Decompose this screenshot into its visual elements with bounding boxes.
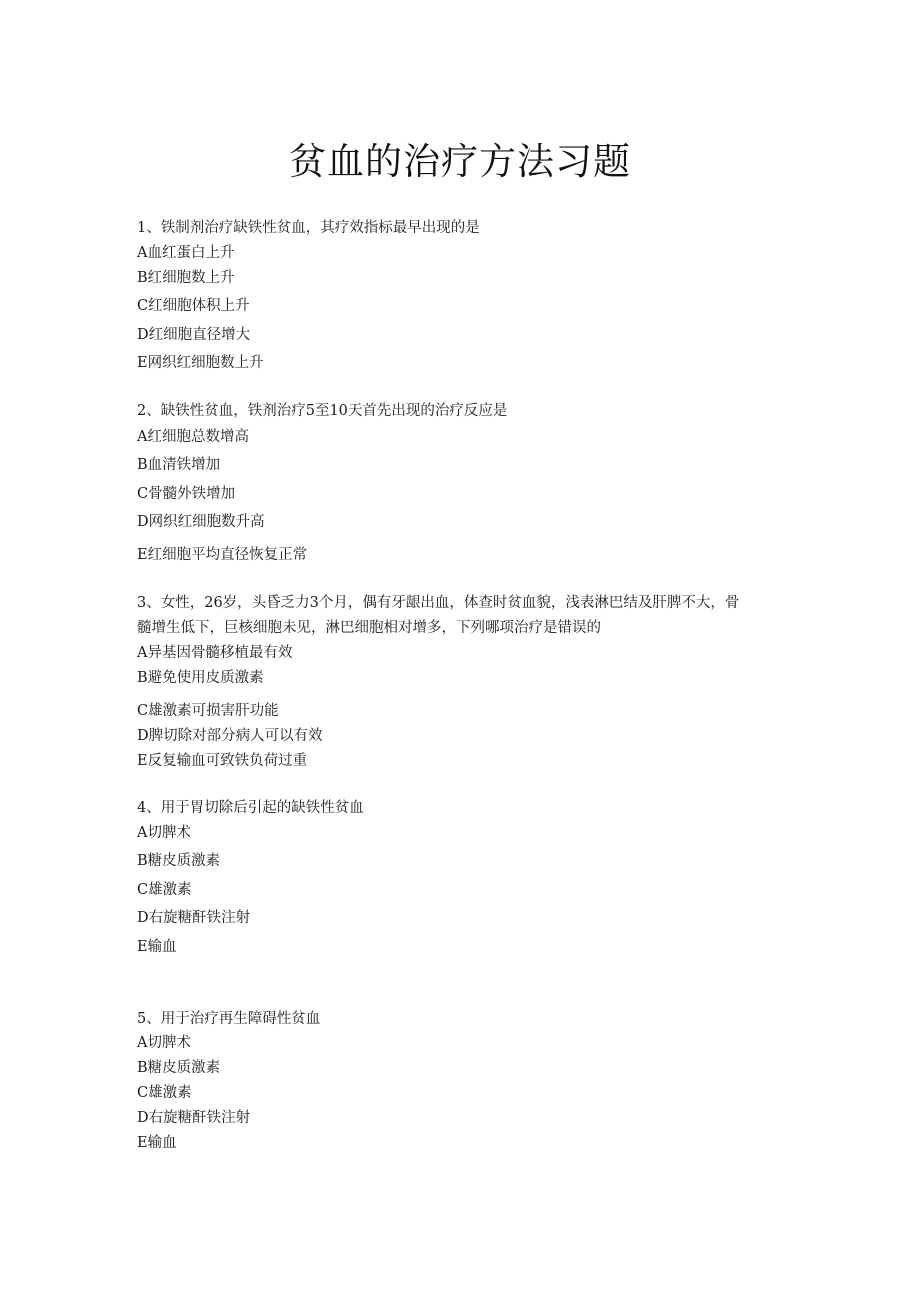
question-1-stem: 1、铁制剂治疗缺铁性贫血，其疗效指标最早出现的是 xyxy=(137,220,480,236)
question-3-option-b: B避免使用皮质激素 xyxy=(137,670,264,686)
question-5-option-d: D右旋糖酐铁注射 xyxy=(137,1110,251,1126)
question-4-option-a: A切脾术 xyxy=(137,825,191,841)
question-5-option-b: B糖皮质激素 xyxy=(137,1060,221,1076)
question-2-option-e: E红细胞平均直径恢复正常 xyxy=(137,547,308,563)
question-5-option-e: E输血 xyxy=(137,1135,177,1151)
question-3-stem-line-2: 髓增生低下，巨核细胞未见，淋巴细胞相对增多，下列哪项治疗是错误的 xyxy=(137,620,601,636)
question-2-option-d: D网织红细胞数升高 xyxy=(137,514,265,530)
question-5-option-c: C雄激素 xyxy=(137,1085,192,1101)
question-3-option-e: E反复输血可致铁负荷过重 xyxy=(137,753,308,769)
question-1-option-d: D红细胞直径增大 xyxy=(137,327,251,343)
question-4-option-e: E输血 xyxy=(137,939,177,955)
question-2-stem: 2、缺铁性贫血，铁剂治疗5至10天首先出现的治疗反应是 xyxy=(137,403,508,419)
question-5-stem: 5、用于治疗再生障碍性贫血 xyxy=(137,1011,321,1027)
question-4-option-d: D右旋糖酐铁注射 xyxy=(137,910,251,926)
question-1-option-e: E网织红细胞数上升 xyxy=(137,355,264,371)
question-3-stem-line-1: 3、女性，26岁，头昏乏力3个月，偶有牙龈出血，体查时贫血貌，浅表淋巴结及肝脾不大，骨 xyxy=(137,595,740,611)
question-2-option-c: C骨髓外铁增加 xyxy=(137,486,236,502)
question-3-option-c: C雄激素可损害肝功能 xyxy=(137,703,279,719)
page-title: 贫血的治疗方法习题 xyxy=(289,140,631,183)
question-1-option-c: C红细胞体积上升 xyxy=(137,298,250,314)
question-4-option-c: C雄激素 xyxy=(137,882,192,898)
question-4-stem: 4、用于胃切除后引起的缺铁性贫血 xyxy=(137,800,364,816)
question-5-option-a: A切脾术 xyxy=(137,1035,191,1051)
question-2-option-b: B血清铁增加 xyxy=(137,457,221,473)
question-4-option-b: B糖皮质激素 xyxy=(137,853,221,869)
question-2-option-a: A红细胞总数增高 xyxy=(137,429,249,445)
question-3-option-d: D脾切除对部分病人可以有效 xyxy=(137,728,323,744)
question-1-option-b: B红细胞数上升 xyxy=(137,270,235,286)
question-1-option-a: A血红蛋白上升 xyxy=(137,245,235,261)
question-3-option-a: A异基因骨髓移植最有效 xyxy=(137,645,293,661)
